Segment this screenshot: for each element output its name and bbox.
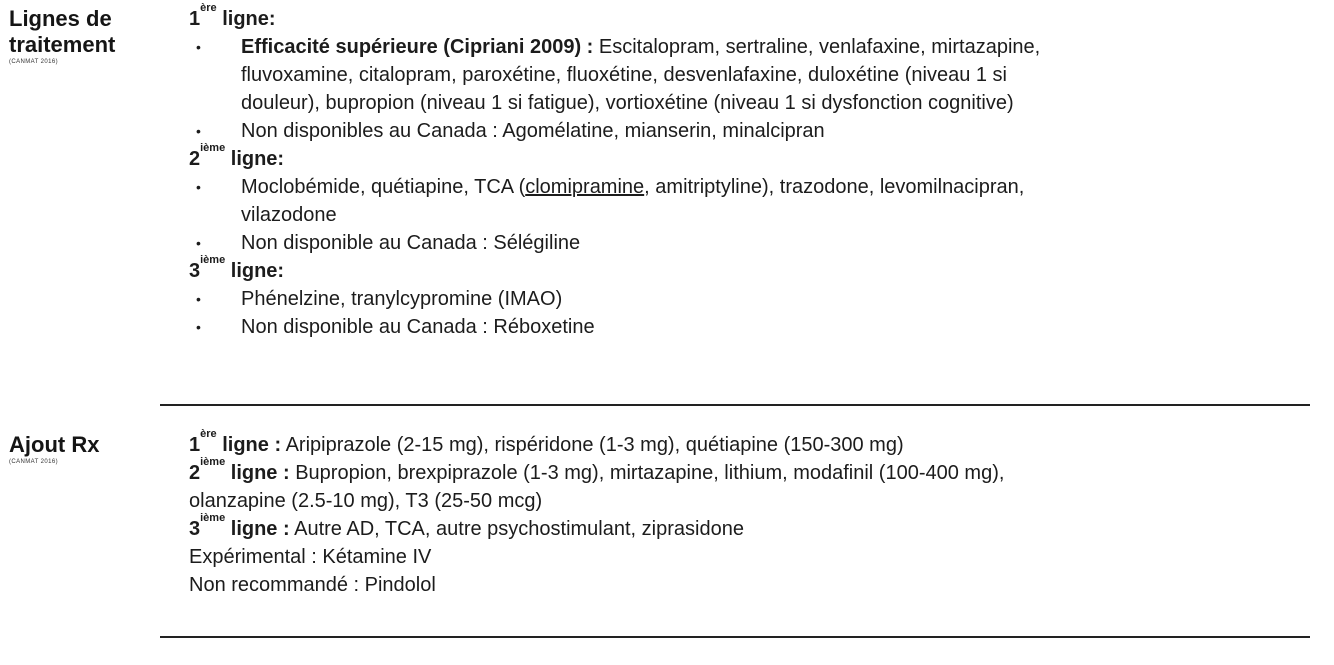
source-citation: (CANMAT 2016) (9, 459, 58, 465)
section-content (189, 2, 1309, 341)
ajout-line-2-cont: olanzapine (2.5-10 mg), T3 (25-50 mcg) (189, 490, 543, 512)
list-item: • Non disponibles au Canada : Agomélatine, mianserin, minalcipran (189, 117, 1309, 145)
label-line-2: traitement (9, 32, 116, 57)
list-item: • Moclobémide, quétiapine, TCA (clomipramine, amitriptyline), trazodone, levomilnacipran, vilazodone (189, 173, 1309, 229)
experimental-line: Expérimental : Kétamine IV (189, 546, 432, 568)
underlined-drug: clomipramine (525, 176, 645, 198)
first-line-heading: 1ère ligne: (189, 2, 276, 30)
list-item: • Non disponible au Canada : Sélégiline (189, 229, 1309, 257)
section-label (9, 6, 169, 67)
section-ajout-rx (0, 406, 1334, 665)
section-content (189, 428, 1309, 599)
ajout-line-2: 2ième ligne : Bupropion, brexpiprazole (1-3 mg), mirtazapine, lithium, modafinil (100-400 mg), (189, 456, 1005, 484)
label-text: Ajout Rx (9, 432, 100, 457)
item-bold-lead: Efficacité supérieure (Cipriani 2009) : (241, 36, 594, 58)
section-label (9, 432, 169, 467)
source-citation: (CANMAT 2016) (9, 59, 58, 65)
label-line-1: Lignes de (9, 6, 112, 31)
second-line-heading: 2ième ligne: (189, 142, 285, 170)
ajout-line-1: 1ère ligne : Aripiprazole (2-15 mg), rispéridone (1-3 mg), quétiapine (150-300 mg) (189, 428, 904, 456)
list-item: • Non disponible au Canada : Réboxetine (189, 313, 1309, 341)
section-divider (160, 636, 1310, 638)
ajout-line-3: 3ième ligne : Autre AD, TCA, autre psychostimulant, ziprasidone (189, 512, 744, 540)
not-recommended-line: Non recommandé : Pindolol (189, 574, 436, 596)
list-item: • Phénelzine, tranylcypromine (IMAO) (189, 285, 1309, 313)
list-item: • Efficacité supérieure (Cipriani 2009) : Escitalopram, sertraline, venlafaxine, mirtazapine, fluvoxamine, citalopram, paroxétine, fluoxétine, desvenlafaxine, duloxétine (niveau 1 si douleur), bupropion (niveau 1 si fatigue), vortioxétine (niveau 1 si dysfonction cognitive) (189, 33, 1309, 117)
third-line-heading: 3ième ligne: (189, 254, 285, 282)
